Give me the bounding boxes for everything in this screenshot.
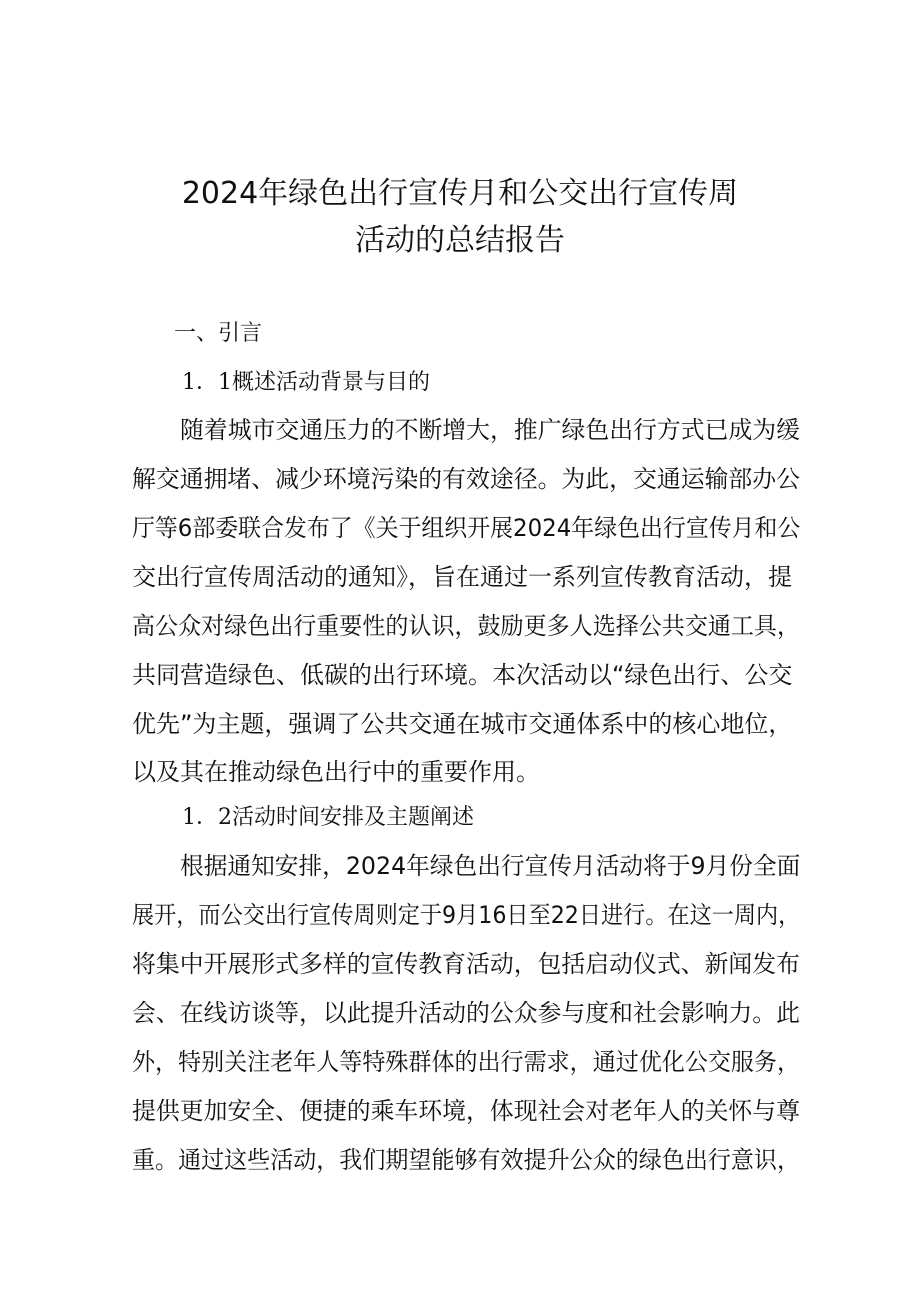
paragraph-2-line: 重。通过这些活动，我们期望能够有效提升公众的绿色出行意识， [132,1146,800,1174]
paragraph-2-line: 外，特别关注老年人等特殊群体的出行需求，通过优化公交服务， [132,1048,800,1076]
subsection-title: 概述活动背景与目的 [232,370,431,395]
document-title-line-2: 活动的总结报告 [355,223,565,258]
paragraph-1-line: 厅等6部委联合发布了《关于组织开展2024年绿色出行宣传月和公 [132,514,801,542]
paragraph-1-line: 交出行宣传周活动的通知》，旨在通过一系列宣传教育活动，提 [132,563,792,591]
paragraph-2-line: 将集中开展形式多样的宣传教育活动，包括启动仪式、新闻发布 [132,950,800,978]
paragraph-2-line: 会、在线访谈等，以此提升活动的公众参与度和社会影响力。此 [132,999,800,1027]
paragraph-1-line: 以及其在推动绿色出行中的重要作用。 [132,758,540,786]
subsection-title: 活动时间安排及主题阐述 [232,805,475,830]
subsection-number: 1．2 [182,805,232,830]
paragraph-1-line: 随着城市交通压力的不断增大，推广绿色出行方式已成为缓 [180,416,800,444]
paragraph-2-line: 展开，而公交出行宣传周则定于9月16日至22日进行。在这一周内， [132,901,801,929]
paragraph-2-line: 提供更加安全、便捷的乘车环境，体现社会对老年人的关怀与尊 [132,1097,800,1125]
document-title-line-1: 2024年绿色出行宣传月和公交出行宣传周 [181,176,739,211]
paragraph-1-line: 共同营造绿色、低碳的出行环境。本次活动以“绿色出行、公交 [132,661,793,689]
subsection-number: 1．1 [182,370,232,395]
paragraph-1-line: 优先”为主题，强调了公共交通在城市交通体系中的核心地位， [132,710,793,738]
subsection-heading-1-1 [182,365,430,396]
subsection-heading-1-2 [182,800,474,831]
paragraph-2-line: 根据通知安排，2024年绿色出行宣传月活动将于9月份全面 [180,852,801,880]
paragraph-1-line: 高公众对绿色出行重要性的认识，鼓励更多人选择公共交通工具， [132,612,800,640]
paragraph-1-line: 解交通拥堵、减少环境污染的有效途径。为此，交通运输部办公 [132,465,800,493]
section-heading-introduction: 一、引言 [174,321,263,346]
